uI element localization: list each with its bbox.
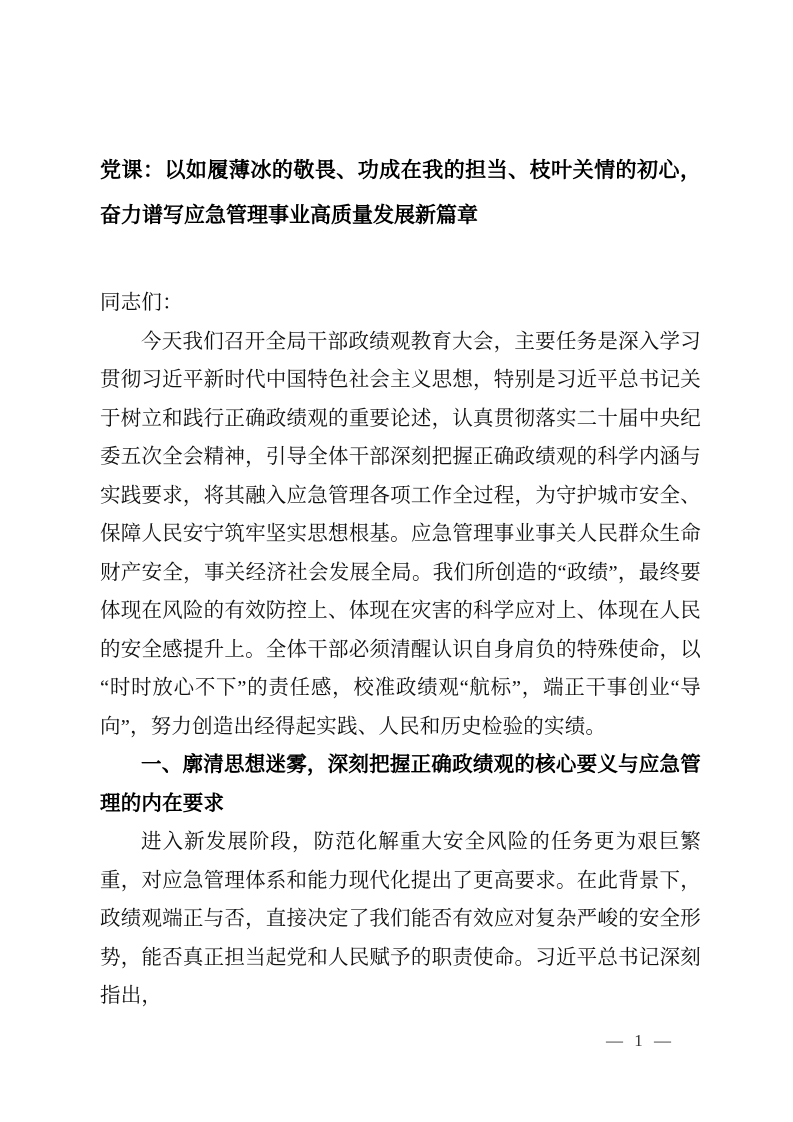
salutation: 同志们： [100,292,183,314]
paragraph: 进入新发展阶段，防范化解重大安全风险的任务更为艰巨繁重，对应急管理体系和能力现代化提出了更高要求。在此背景下，政绩观端正与否，直接决定了我们能否有效应对复杂严峻的安全形势，能否真正担当起党和人民赋予的职责使命。习近平总书记深刻指出， [100,831,701,1007]
section-heading: 一、廓清思想迷雾，深刻把握正确政绩观的核心要义与应急管理的内在要求 [100,753,701,815]
document-content [100,148,701,1016]
paragraph: 今天我们召开全局干部政绩观教育大会，主要任务是深入学习贯彻习近平新时代中国特色社会主义思想，特别是习近平总书记关于树立和践行正确政绩观的重要论述，认真贯彻落实二十届中央纪委五次全会精神，引导全体干部深刻把握正确政绩观的科学内涵与实践要求，将其融入应急管理各项工作全过程，为守护城市安全、保障人民安宁筑牢坚实思想根基。应急管理事业事关人民群众生命财产安全，事关经济社会发展全局。我们所创造的“政绩”，最终要体现在风险的有效防控上、体现在灾害的科学应对上、体现在人民的安全感提升上。全体干部必须清醒认识自身肩负的特殊使命，以“时时放心不下”的责任感，校准政绩观“航标”，端正干事创业“导向”，努力创造出经得起实践、人民和历史检验的实绩。 [100,330,701,738]
document-title: 党课：以如履薄冰的敬畏、功成在我的担当、枝叶关情的初心，奋力谱写应急管理事业高质量发展新篇章 [100,159,701,227]
page-number: — 1 — [606,1031,671,1050]
